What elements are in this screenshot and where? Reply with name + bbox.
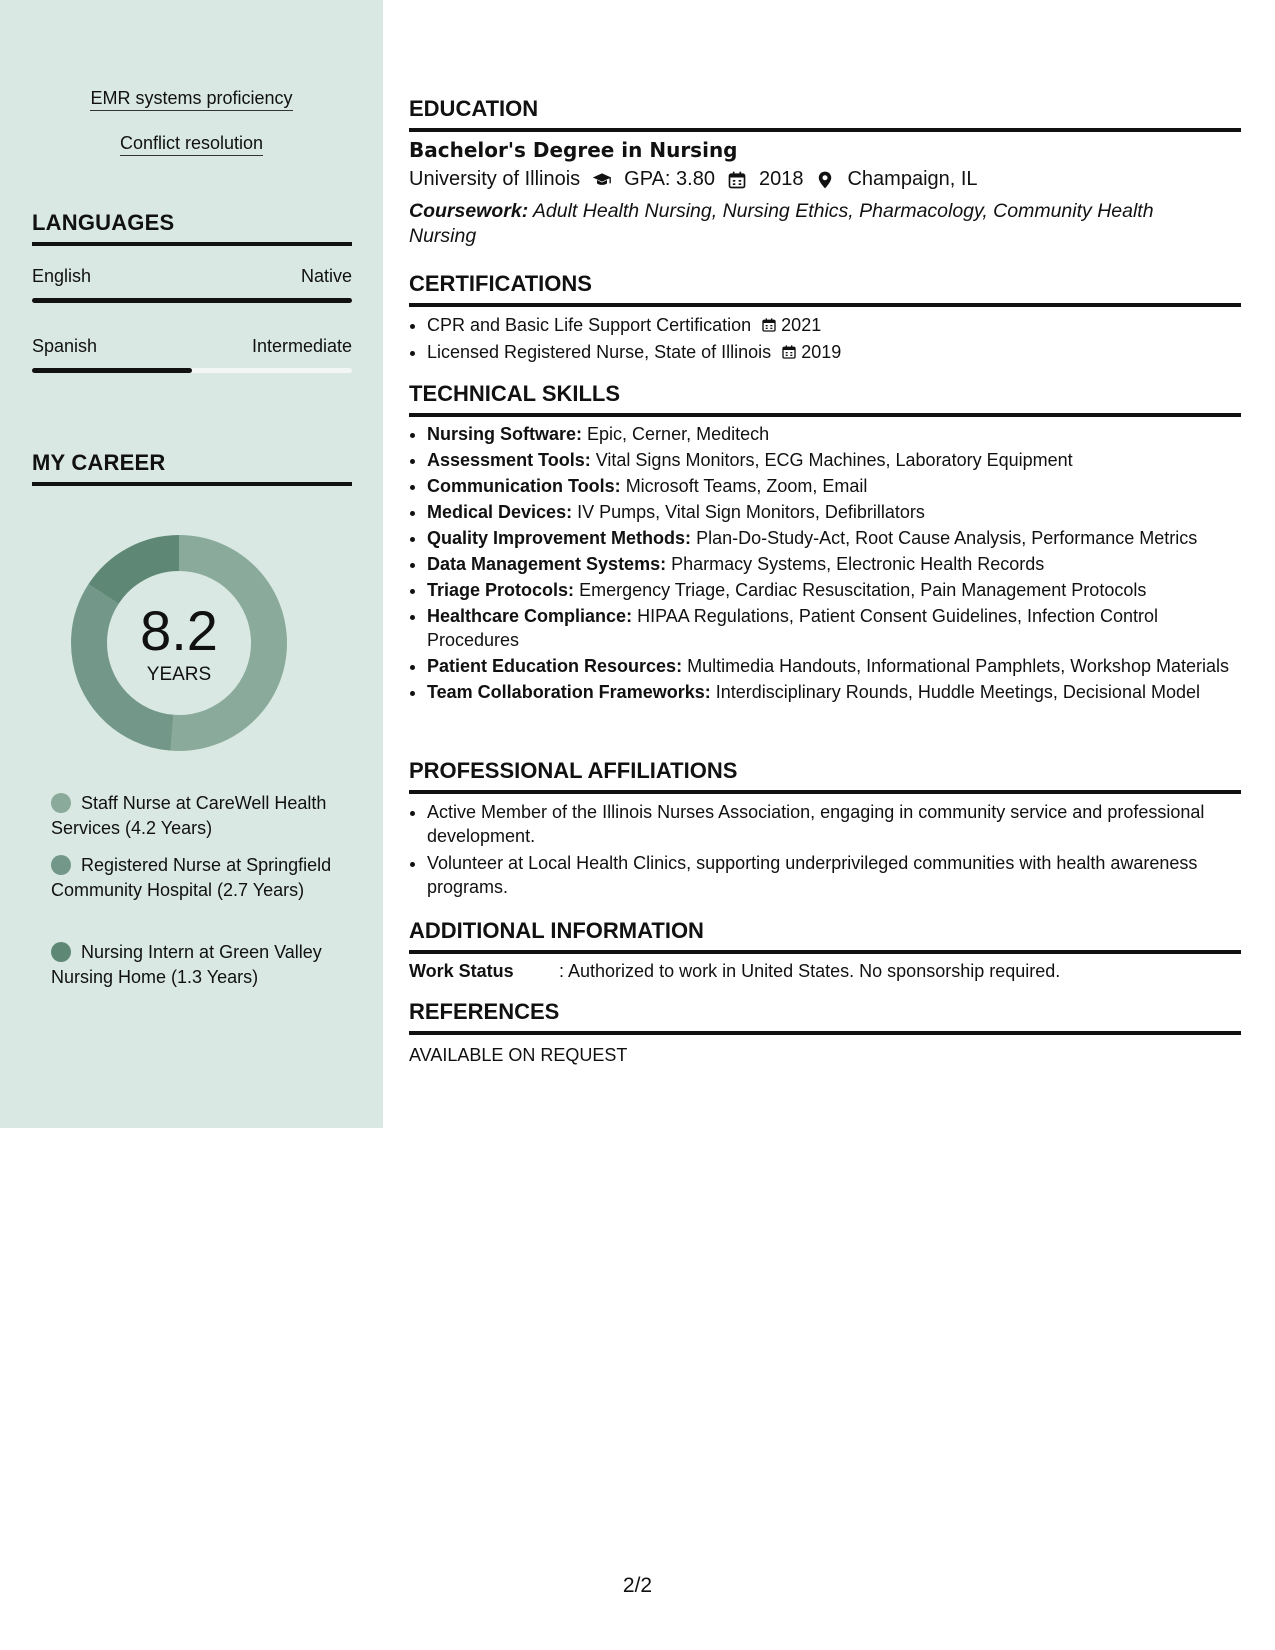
languages-heading: LANGUAGES [32,210,352,246]
references-text: AVAILABLE ON REQUEST [409,1045,628,1065]
career-item-label: Nursing Intern at Green Valley Nursing Home (1.3 Years) [51,942,322,987]
education-location: Champaign, IL [847,168,978,190]
career-total: 8.2 [140,599,218,662]
career-heading: MY CAREER [32,450,352,486]
calendar-icon [761,317,777,333]
skill-values: Plan-Do-Study-Act, Root Cause Analysis, Performance Metrics [696,528,1198,548]
coursework-text: Adult Health Nursing, Nursing Ethics, Pharmacology, Community Health Nursing [409,200,1154,247]
affiliations-list [409,800,1241,899]
language-proficiency-fill [32,368,192,373]
language-proficiency-fill [32,298,352,303]
career-item [51,791,341,841]
graduation-cap-icon [592,170,612,190]
calendar-icon [727,170,747,190]
list-item [427,312,1241,339]
skill-category: Medical Devices: [427,502,573,522]
skill-category: Communication Tools: [427,476,621,496]
list-item [427,339,1241,366]
affiliations-heading: PROFESSIONAL AFFILIATIONS [409,758,1241,794]
skill-category: Data Management Systems: [427,554,667,574]
skill-category: Triage Protocols: [427,580,575,600]
school-name: University of Illinois [409,168,581,190]
additional-info-heading: ADDITIONAL INFORMATION [409,918,1241,954]
language-level: Intermediate [251,336,352,356]
skill-values: Vital Signs Monitors, ECG Machines, Laboratory Equipment [595,450,1073,470]
list-item [427,422,1241,446]
certification-name: Licensed Registered Nurse, State of Illinois [427,342,772,362]
list-item [427,500,1241,524]
calendar-icon [781,344,797,360]
gpa: GPA: 3.80 [624,168,715,190]
career-legend-dot [51,793,71,813]
coursework-label: Coursework: [409,200,529,222]
language-level: Native [300,266,352,286]
references-heading: REFERENCES [409,999,1241,1035]
career-donut-chart [66,530,292,756]
certifications-heading: CERTIFICATIONS [409,271,1241,307]
work-status-label: Work Status [409,961,514,981]
certification-year: 2019 [801,342,842,362]
certification-year: 2021 [781,315,822,335]
work-status-value: : Authorized to work in United States. No sponsorship required. [559,961,1061,981]
list-item [427,448,1241,472]
skill-values: HIPAA Regulations, Patient Consent Guidelines, Infection Control Procedures [427,606,1159,650]
skill-values: Interdisciplinary Rounds, Huddle Meetings, Decisional Model [715,682,1200,702]
list-item [427,552,1241,576]
work-status-row [409,961,1060,982]
list-item [427,474,1241,498]
certifications-list [409,312,1241,366]
language-proficiency-bar [32,368,352,373]
location-pin-icon [815,170,835,190]
skill-values: IV Pumps, Vital Sign Monitors, Defibrillators [577,502,925,522]
skill-category: Team Collaboration Frameworks: [427,682,711,702]
skill-values: Epic, Cerner, Meditech [587,424,770,444]
skill-tag [0,88,383,109]
skill-category: Nursing Software: [427,424,583,444]
career-item-label: Registered Nurse at Springfield Community Hospital (2.7 Years) [51,855,332,900]
list-item [427,680,1241,704]
skill-tag-label: Conflict resolution [120,133,263,156]
language-row [32,336,352,357]
career-legend-dot [51,942,71,962]
list-item: • Active Member of the Illinois Nurses Association, engaging in community service and professional development. [427,800,1241,848]
career-item [51,853,341,903]
education-meta [409,168,978,191]
list-item: • Volunteer at Local Health Clinics, supporting underprivileged communities with health awareness programs. [427,851,1241,899]
skill-values: Microsoft Teams, Zoom, Email [625,476,868,496]
language-name: English [32,266,92,286]
career-legend-dot [51,855,71,875]
skill-category: Quality Improvement Methods: [427,528,692,548]
skill-values: Pharmacy Systems, Electronic Health Records [671,554,1045,574]
technical-skills-heading: TECHNICAL SKILLS [409,381,1241,417]
skill-category: Assessment Tools: [427,450,591,470]
career-unit: YEARS [146,664,212,685]
language-row [32,266,352,287]
certification-name: CPR and Basic Life Support Certification [427,315,752,335]
career-item [51,940,341,990]
list-item [427,654,1241,678]
degree-title: Bachelor's Degree in Nursing [409,138,738,162]
skill-tag [0,133,383,154]
technical-skills-list [409,422,1241,706]
sidebar [0,0,383,1128]
language-proficiency-bar [32,298,352,303]
skill-values: Multimedia Handouts, Informational Pamphlets, Workshop Materials [687,656,1229,676]
skill-category: Healthcare Compliance: [427,606,633,626]
list-item [427,604,1241,652]
coursework [409,199,1209,249]
skill-tag-label: EMR systems proficiency [90,88,292,111]
education-heading: EDUCATION [409,96,1241,132]
graduation-year: 2018 [758,168,804,190]
list-item [427,578,1241,602]
page-number: 2/2 [622,1574,653,1597]
career-item-label: Staff Nurse at CareWell Health Services (4.2 Years) [51,793,327,838]
skill-category: Patient Education Resources: [427,656,683,676]
skill-values: Emergency Triage, Cardiac Resuscitation, Pain Management Protocols [579,580,1147,600]
list-item [427,526,1241,550]
language-name: Spanish [32,336,98,356]
